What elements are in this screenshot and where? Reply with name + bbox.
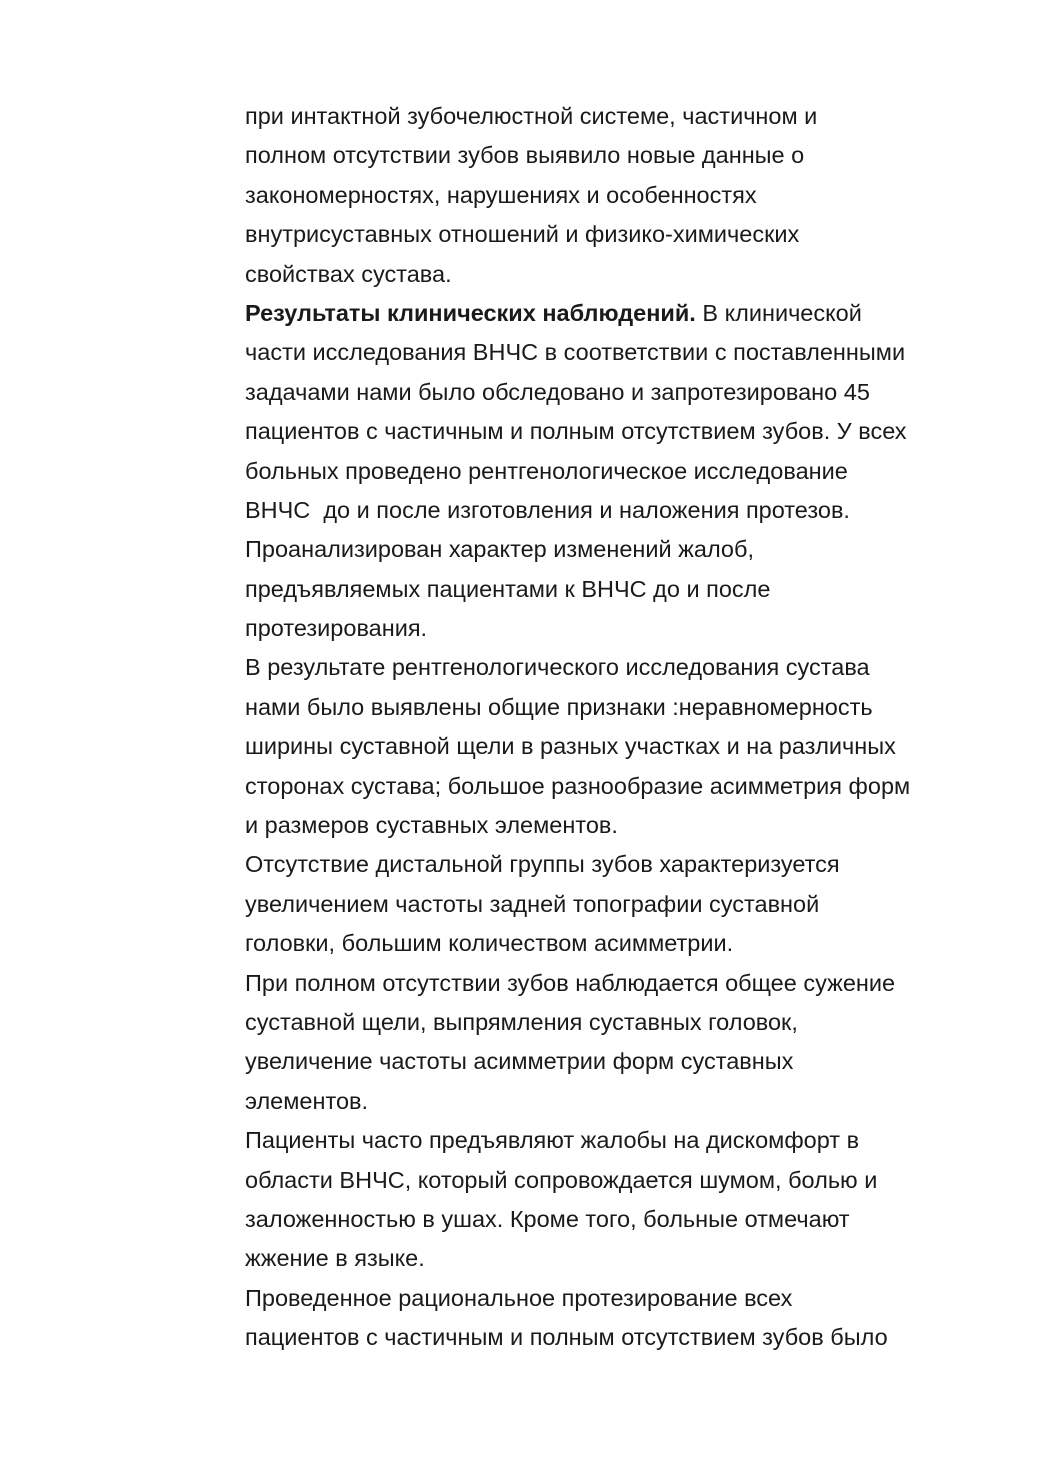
text-line: ширины суставной щели в разных участках и на различных <box>245 733 896 760</box>
paragraph-intro-continuation <box>245 97 975 294</box>
text-line: области ВНЧС, который сопровождается шумом, болью и <box>245 1166 878 1193</box>
text-line: ВНЧС до и после изготовления и наложения протезов. <box>245 496 850 523</box>
text-line: увеличением частоты задней топографии суставной <box>245 890 820 917</box>
text-line: В результате рентгенологического исследования сустава <box>245 654 870 681</box>
text-line: жжение в языке. <box>245 1245 425 1272</box>
text-line: головки, большим количеством асимметрии. <box>245 930 734 957</box>
text-line: элементов. <box>245 1087 369 1114</box>
text-line: свойствах сустава. <box>245 260 452 287</box>
heading-line-rest: В клинической <box>695 299 862 326</box>
text-line: увеличение частоты асимметрии форм суставных <box>245 1048 794 1075</box>
paragraph-prosthetics <box>245 1279 975 1358</box>
paragraph-clinical-results <box>245 294 975 649</box>
text-line: больных проведено рентгенологическое исследование <box>245 457 848 484</box>
text-line: полном отсутствии зубов выявило новые данные о <box>245 142 805 169</box>
text-line: при интактной зубочелюстной системе, частичном и <box>245 103 818 129</box>
text-line: внутрисуставных отношений и физико-химических <box>245 221 800 248</box>
section-heading: Результаты клинических наблюдений. <box>245 299 696 326</box>
text-line: предъявляемых пациентами к ВНЧС до и после <box>245 575 771 602</box>
document-body <box>245 97 975 1358</box>
text-line: заложенностью в ушах. Кроме того, больные отмечают <box>245 1205 850 1232</box>
paragraph-complaints <box>245 1121 975 1279</box>
paragraph-xray-results <box>245 648 975 845</box>
text-line: При полном отсутствии зубов наблюдается общее сужение <box>245 969 896 996</box>
text-line: пациентов с частичным и полным отсутствием зубов было <box>245 1324 888 1351</box>
text-line: Пациенты часто предъявляют жалобы на дискомфорт в <box>245 1127 860 1154</box>
text-line: Проанализирован характер изменений жалоб, <box>245 536 754 563</box>
text-line: протезирования. <box>245 615 428 642</box>
text-line: сторонах сустава; большое разнообразие асимметрия форм <box>245 772 911 799</box>
text-line: закономерностях, нарушениях и особенностях <box>245 181 757 208</box>
text-line: части исследования ВНЧС в соответствии с поставленными <box>245 339 906 366</box>
paragraph-full-absence <box>245 964 975 1122</box>
text-line: суставной щели, выпрямления суставных головок, <box>245 1008 798 1035</box>
text-line: Проведенное рациональное протезирование всех <box>245 1284 793 1311</box>
text-line: Отсутствие дистальной группы зубов характеризуется <box>245 851 840 878</box>
text-line: задачами нами было обследовано и запротезировано 45 <box>245 378 870 405</box>
text-line: нами было выявлены общие признаки :неравномерность <box>245 693 873 720</box>
text-line-with-heading <box>245 294 975 333</box>
paragraph-distal-absence <box>245 845 975 963</box>
text-line: пациентов с частичным и полным отсутствием зубов. У всех <box>245 418 907 445</box>
text-line: и размеров суставных элементов. <box>245 812 618 839</box>
